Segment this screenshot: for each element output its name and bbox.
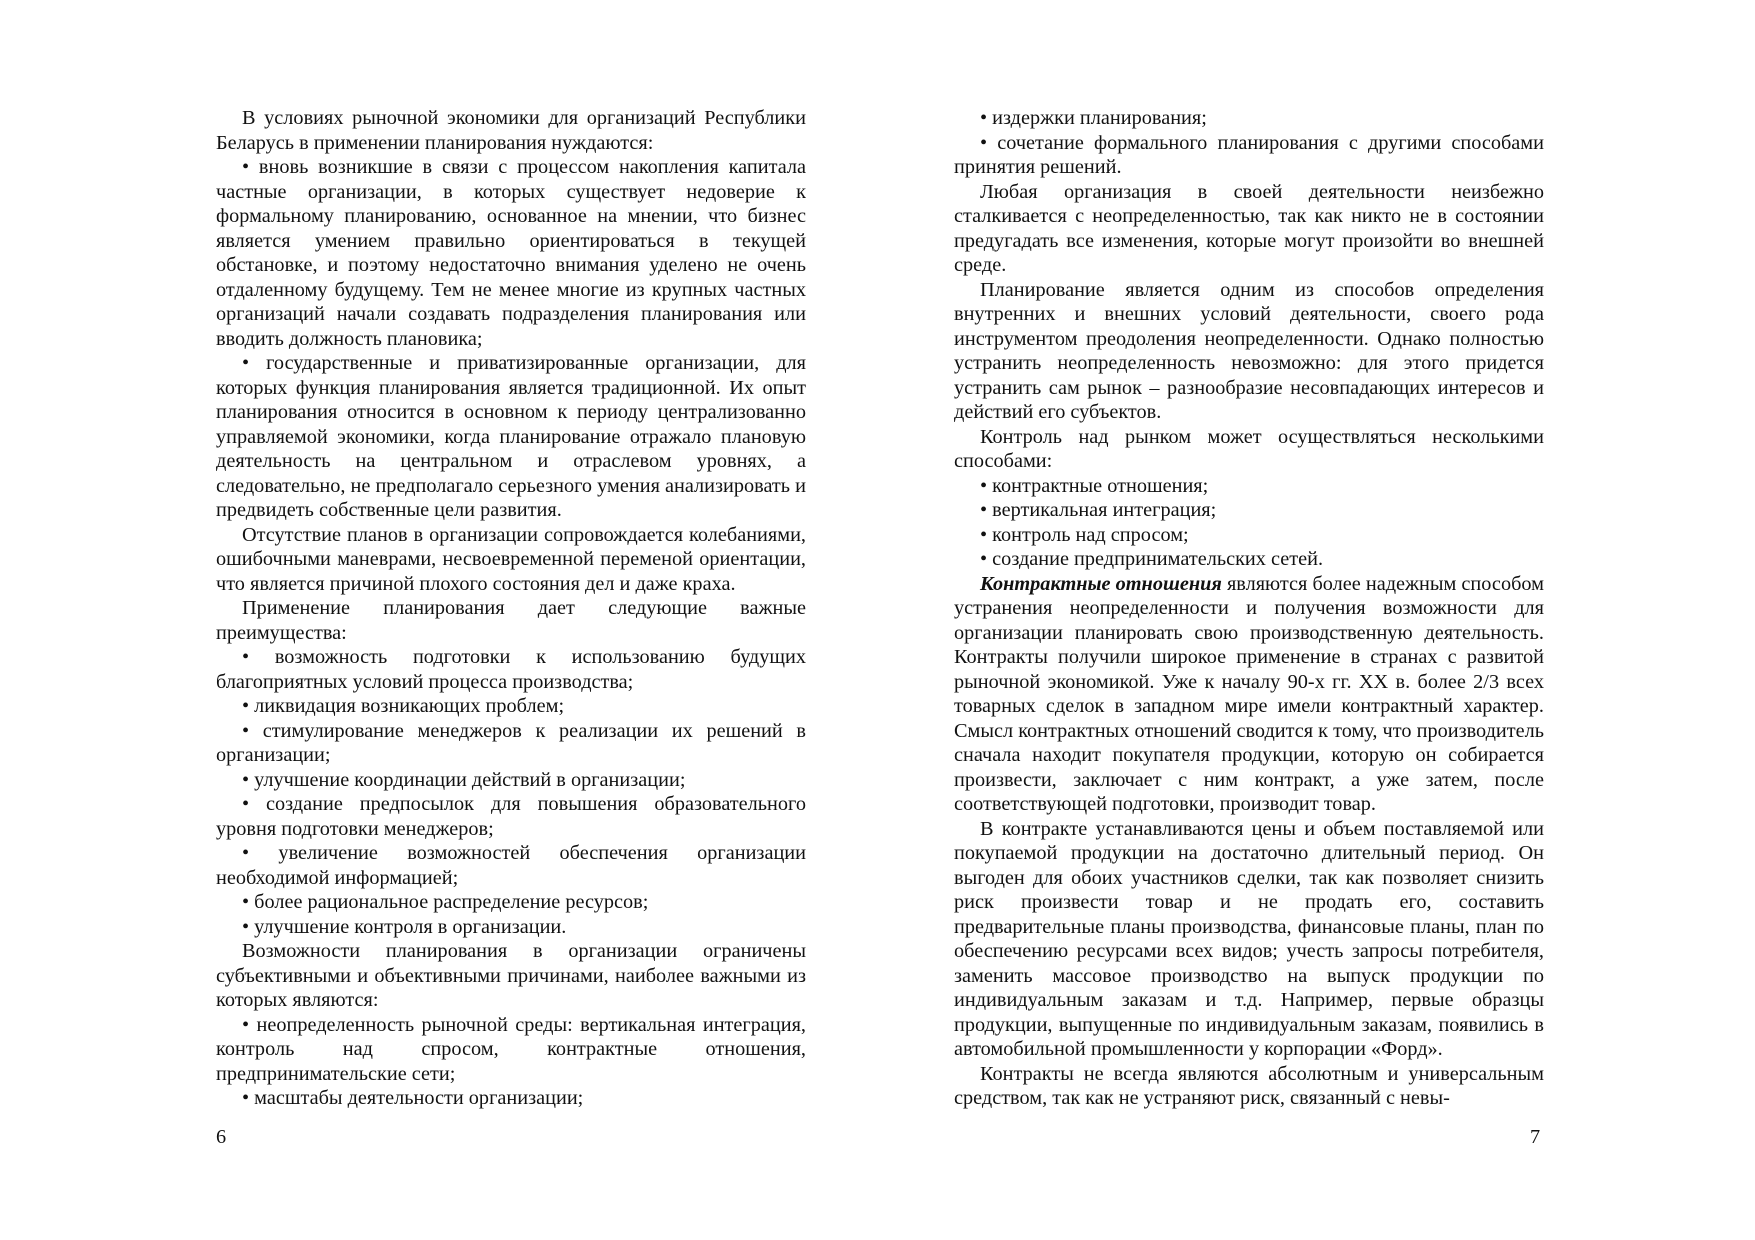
paragraph: Отсутствие планов в организации сопровождается колебаниями, ошибочными маневрами, несвоевременной переменой ориентации, что является причиной плохого состояния дел и даже краха. — [216, 523, 806, 595]
paragraph: Контроль над рынком может осуществляться несколькими способами: — [954, 425, 1544, 472]
paragraph: Применение планирования дает следующие важные преимущества: — [216, 597, 806, 644]
bullet-item: • неопределенность рыночной среды: вертикальная интеграция, контроль над спросом, контрактные отношения, предпринимательские сети; — [216, 1013, 806, 1087]
bullet-item: • улучшение контроля в организации. — [216, 915, 806, 940]
bullet-item: • создание предпосылок для повышения образовательного уровня подготовки менеджеров; — [216, 792, 806, 841]
paragraph-text: являются более надежным способом устранения неопределенности и получения возможности для организации планировать свою производственную деятельность. Контракты получили широкое применение в странах с развитой рыночной экономикой. Уже к началу 90-х гг. XX в. более 2/3 всех товарных сделок в западном мире имели контрактный характер. Смысл контрактных отношений сводится к тому, что производитель сначала находит покупателя продукции, которую он собирается произвести, заключает с ним контракт, а уже затем, после соответствующей подготовки, производит товар. — [954, 572, 1544, 815]
bullet-item: • контроль над спросом; — [954, 523, 1544, 548]
bullet-item: • издержки планирования; — [954, 106, 1544, 131]
paragraph: Контракты не всегда являются абсолютным и универсальным средством, так как не устраняют риск, связанный с невы- — [954, 1062, 1544, 1109]
bullet-item: • стимулирование менеджеров к реализации их решений в организации; — [216, 719, 806, 768]
bullet-item: • вертикальная интеграция; — [954, 498, 1544, 523]
page-number-left: 6 — [216, 1126, 227, 1148]
bullet-item: • увеличение возможностей обеспечения организации необходимой информацией; — [216, 841, 806, 890]
paragraph-contracts — [954, 572, 1544, 817]
bullet-item: • создание предпринимательских сетей. — [954, 547, 1544, 572]
bullet-item: • масштабы деятельности организации; — [216, 1086, 806, 1111]
paragraph: В условиях рыночной экономики для организаций Республики Беларусь в применении планирования нуждаются: — [216, 107, 806, 154]
bullet-item: • улучшение координации действий в организации; — [216, 768, 806, 793]
right-page-text — [954, 106, 1544, 1111]
paragraph: В контракте устанавливаются цены и объем поставляемой или покупаемой продукции на достаточно длительный период. Он выгоден для обоих участников сделки, так как позволяет снизить риск произвести товар и не продать его, составить предварительные планы производства, финансовые планы, план по обеспечению ресурсами всех видов; учесть запросы потребителя, заменить массовое производство на выпуск продукции по индивидуальным заказам и т.д. Например, первые образцы продукции, выпущенные по индивидуальным заказам, появились в автомобильной промышленности у корпорации «Форд». — [954, 817, 1544, 1060]
paragraph: Возможности планирования в организации ограничены субъективными и объективными причинами, наиболее важными из которых являются: — [216, 940, 806, 1011]
bullet-item: • государственные и приватизированные организации, для которых функция планирования является традиционной. Их опыт планирования относится в основном к периоду централизованно управляемой экономики, когда планирование отражало плановую деятельность на центральном и отраслевом уровнях, а следовательно, не предполагало серьезного умения анализировать и предвидеть собственные цели развития. — [216, 351, 806, 523]
page-number-right: 7 — [1530, 1126, 1541, 1148]
term-emphasis: Контрактные отношения — [980, 572, 1222, 595]
bullet-item: • более рациональное распределение ресурсов; — [216, 890, 806, 915]
bullet-item: • вновь возникшие в связи с процессом накопления капитала частные организации, в которых существует недоверие к формальному планированию, основанное на мнении, что бизнес является умением правильно ориентироваться в текущей обстановке, и поэтому недостаточно внимания уделено не очень отдаленному будущему. Тем не менее многие из крупных частных организаций начали создавать подразделения планирования или вводить должность плановика; — [216, 155, 806, 351]
bullet-item: • сочетание формального планирования с другими способами принятия решений. — [954, 131, 1544, 180]
bullet-item: • ликвидация возникающих проблем; — [216, 694, 806, 719]
paragraph: Планирование является одним из способов определения внутренних и внешних условий деятельности, своего рода инструментом преодоления неопределенности. Однако полностью устранить неопределенность невозможно: для этого придется устранить сам рынок – разнообразие несовпадающих интересов и действий его субъектов. — [954, 278, 1544, 423]
left-page-text — [216, 106, 806, 1111]
bullet-item: • возможность подготовки к использованию будущих благоприятных условий процесса производства; — [216, 645, 806, 694]
paragraph: Любая организация в своей деятельности неизбежно сталкивается с неопределенностью, так как никто не в состоянии предугадать все изменения, которые могут произойти во внешней среде. — [954, 180, 1544, 276]
bullet-item: • контрактные отношения; — [954, 474, 1544, 499]
